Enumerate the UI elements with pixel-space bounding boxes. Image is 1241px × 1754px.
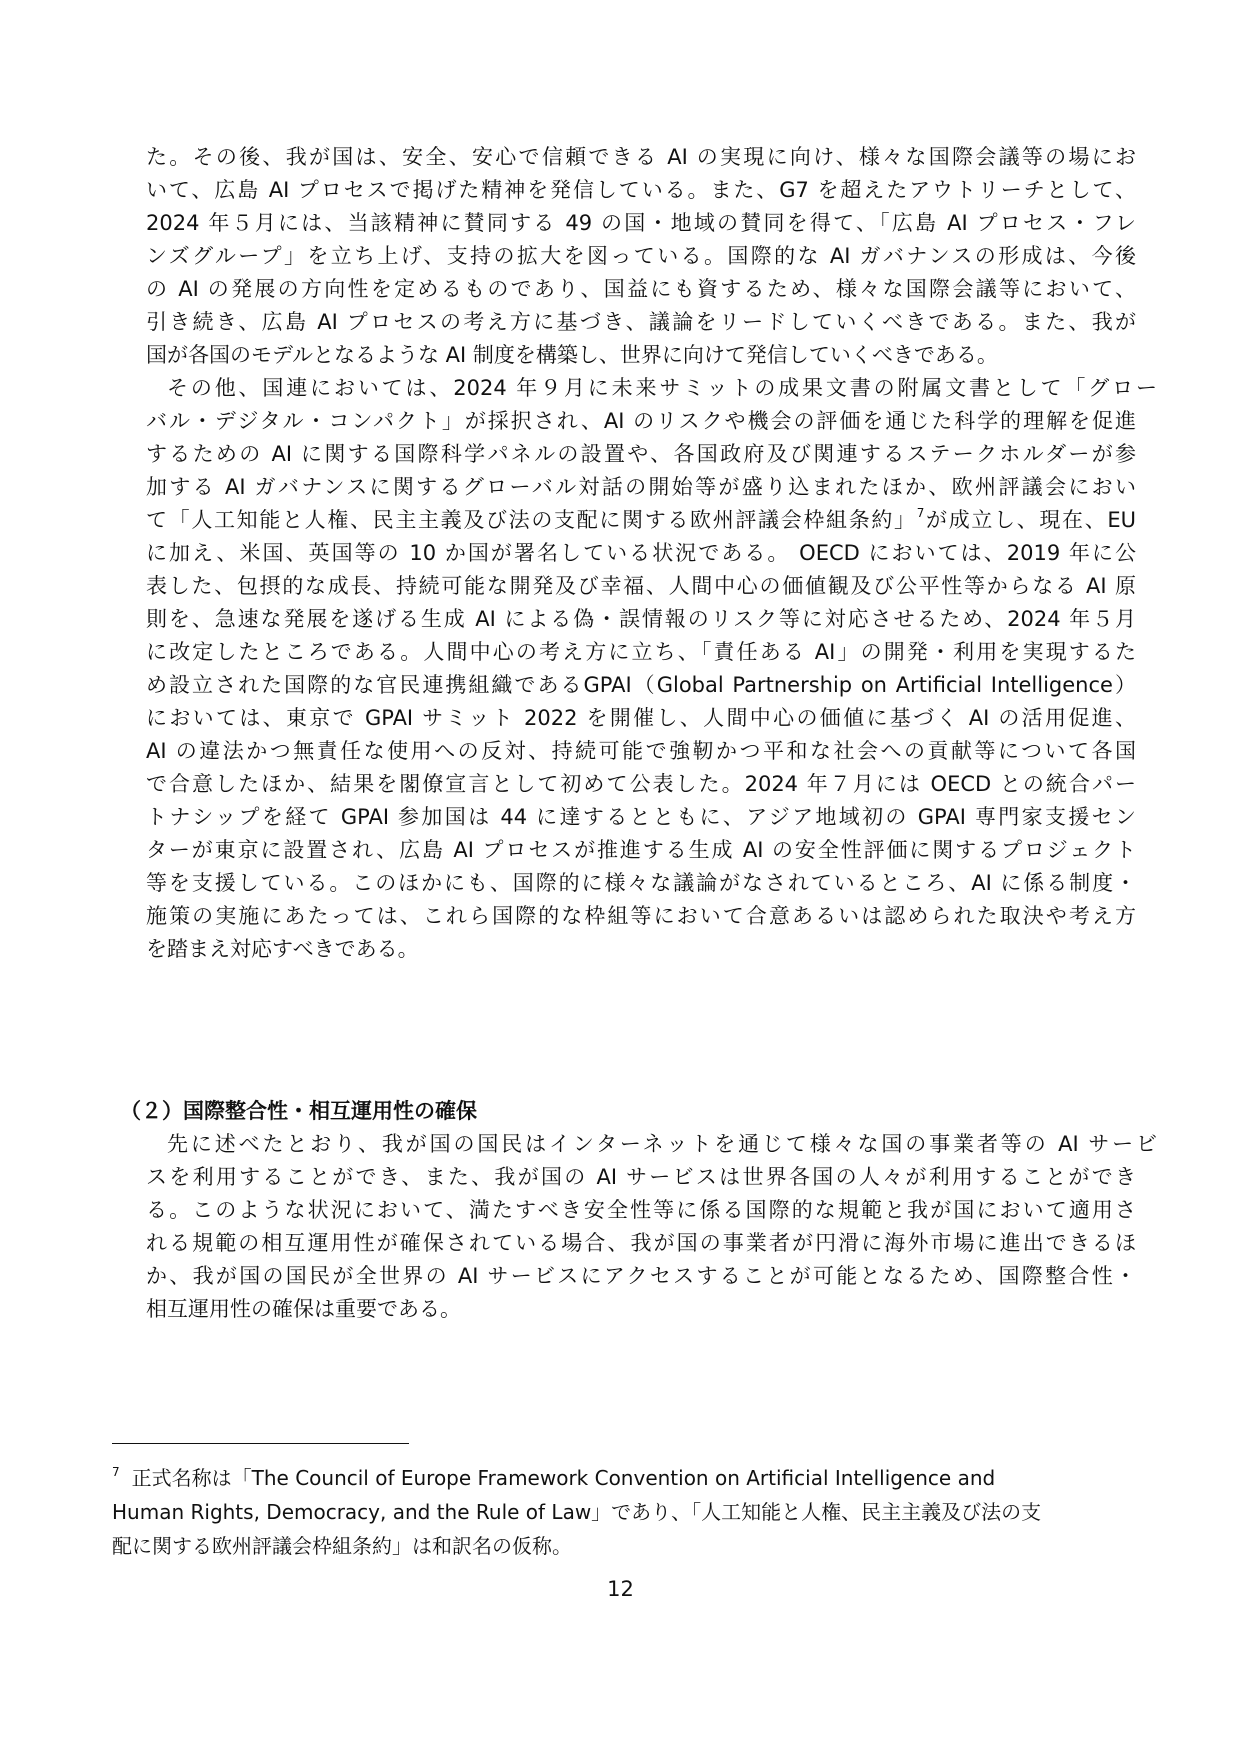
footnote-reference[interactable]: 7 — [916, 506, 925, 520]
paragraph-line: スを利用することができ、また、我が国の AI サービスは世界各国の人々が利用することができ — [146, 1165, 1136, 1189]
page-number: 12 — [607, 1577, 634, 1601]
paragraph-line: を踏まえ対応すべきである。 — [146, 937, 419, 961]
paragraph-line: め設立された国際的な官民連携組織であるGPAI（Global Partnership on Artificial Intelligence） — [146, 673, 1136, 697]
paragraph-line: か、我が国の国民が全世界の AI サービスにアクセスすることが可能となるため、国際整合性・ — [146, 1264, 1136, 1288]
paragraph-line: た。その後、我が国は、安全、安心で信頼できる AI の実現に向け、様々な国際会議等の場にお — [146, 145, 1136, 169]
paragraph-line: の AI の発展の方向性を定めるものであり、国益にも資するため、様々な国際会議等において、 — [146, 277, 1136, 301]
line-text: て「人工知能と人権、民主主義及び法の支配に関する欧州評議会枠組条約」 — [146, 508, 917, 532]
paragraph-line: 則を、急速な発展を遂げる生成 AI による偽・誤情報のリスク等に対応させるため、2024 年５月 — [146, 607, 1136, 631]
paragraph-line: においては、東京で GPAI サミット 2022 を開催し、人間中心の価値に基づく AI の活用促進、 — [146, 706, 1136, 730]
line-text: が成立し、現在、EU — [924, 508, 1137, 532]
paragraph-line: で合意したほか、結果を閣僚宣言として初めて公表した。2024 年７月には OECD との統合パー — [146, 772, 1136, 796]
paragraph-line-with-footnote — [146, 505, 1136, 535]
paragraph-line: ターが東京に設置され、広島 AI プロセスが推進する生成 AI の安全性評価に関するプロジェクト — [146, 838, 1136, 862]
footnote-line: 配に関する欧州評議会枠組条約」は和訳名の仮称。 — [112, 1534, 572, 1558]
paragraph-line: れる規範の相互運用性が確保されている場合、我が国の事業者が円滑に海外市場に進出できるほ — [146, 1231, 1136, 1255]
paragraph-line: ンズグループ」を立ち上げ、支持の拡大を図っている。国際的な AI ガバナンスの形成は、今後 — [146, 244, 1136, 268]
paragraph-line: 引き続き、広島 AI プロセスの考え方に基づき、議論をリードしていくべきである。また、我が — [146, 310, 1136, 334]
paragraph-line: 施策の実施にあたっては、これら国際的な枠組等において合意あるいは認められた取決や考え方 — [146, 904, 1136, 928]
paragraph-line: 先に述べたとおり、我が国の国民はインターネットを通じて様々な国の事業者等の AI サービ — [167, 1132, 1157, 1156]
paragraph-line: バル・デジタル・コンパクト」が採択され、AI のリスクや機会の評価を通じた科学的理解を促進 — [146, 409, 1136, 433]
paragraph-line: る。このような状況において、満たすべき安全性等に係る国際的な規範と我が国において適用さ — [146, 1198, 1136, 1222]
paragraph-line: に改定したところである。人間中心の考え方に立ち、「責任ある AI」の開発・利用を実現するた — [146, 640, 1136, 664]
paragraph-line: 2024 年５月には、当該精神に賛同する 49 の国・地域の賛同を得て、「広島 AI プロセス・フレ — [146, 211, 1136, 235]
section-heading: （２）国際整合性・相互運用性の確保 — [120, 1099, 477, 1123]
paragraph-line: 等を支援している。このほかにも、国際的に様々な議論がなされているところ、AI に係る制度・ — [146, 871, 1136, 895]
footnote-separator — [112, 1443, 409, 1444]
paragraph-line: 国が各国のモデルとなるような AI 制度を構築し、世界に向けて発信していくべきである。 — [146, 343, 998, 367]
footnote-text: 正式名称は「The Council of Europe Framework Convention on Artificial Intelligence and — [131, 1466, 996, 1490]
paragraph-line: その他、国連においては、2024 年９月に未来サミットの成果文書の附属文書として「グロー — [167, 376, 1157, 400]
paragraph-line: トナシップを経て GPAI 参加国は 44 に達するとともに、アジア地域初の GPAI 専門家支援セン — [146, 805, 1136, 829]
footnote-line: Human Rights, Democracy, and the Rule of Law」であり、「人工知能と人権、民主主義及び法の支 — [112, 1500, 1042, 1524]
paragraph-line: 相互運用性の確保は重要である。 — [146, 1297, 461, 1321]
paragraph-line: に加え、米国、英国等の 10 か国が署名している状況である。 OECD においては、2019 年に公 — [146, 541, 1136, 565]
footnote-number: 7 — [112, 1465, 120, 1479]
paragraph-line: いて、広島 AI プロセスで掲げた精神を発信している。また、G7 を超えたアウトリーチとして、 — [146, 178, 1136, 202]
paragraph-line: AI の違法かつ無責任な使用への反対、持続可能で強靭かつ平和な社会への貢献等について各国 — [146, 739, 1136, 763]
paragraph-line: 加する AI ガバナンスに関するグローバル対話の開始等が盛り込まれたほか、欧州評議会におい — [146, 475, 1136, 499]
paragraph-line: 表した、包摂的な成長、持続可能な開発及び幸福、人間中心の価値観及び公平性等からなる AI 原 — [146, 574, 1136, 598]
footnote-line — [112, 1464, 1122, 1492]
paragraph-line: するための AI に関する国際科学パネルの設置や、各国政府及び関連するステークホルダーが参 — [146, 442, 1136, 466]
